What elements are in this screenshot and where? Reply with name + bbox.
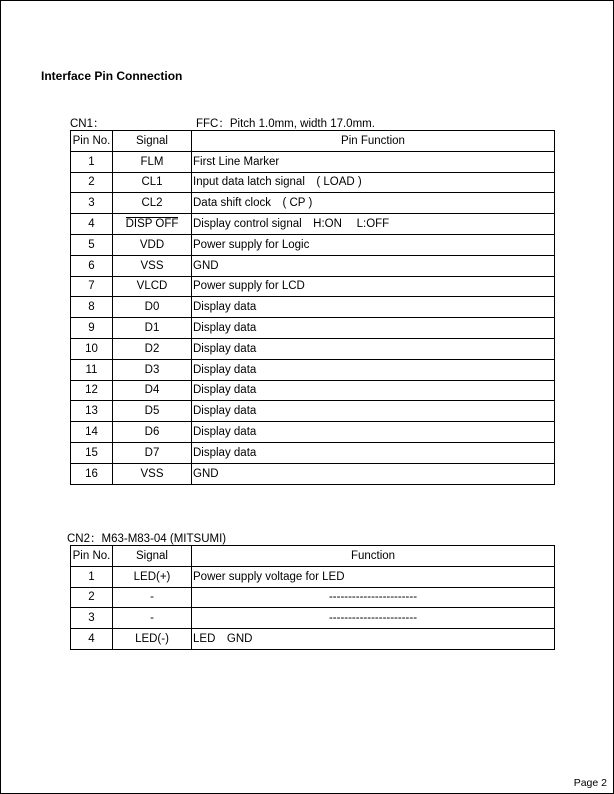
cn2-label: CN2：M63-M83-04 (MITSUMI) [67,533,227,545]
signal-cell: VSS [113,255,192,276]
function-cell: Display data [192,297,555,318]
table-row [71,234,555,255]
function-cell: Power supply voltage for LED [192,566,555,587]
function-cell: Display data [192,422,555,443]
signal-cell: - [113,587,192,608]
table-row [71,422,555,443]
function-cell: Display data [192,338,555,359]
table-row [71,608,555,629]
column-header: Pin No. [71,546,113,567]
signal-cell: VSS [113,463,192,484]
table-header-row [71,546,555,567]
pin-number-cell: 12 [71,380,113,401]
table-row [71,442,555,463]
function-cell: Power supply for Logic [192,234,555,255]
table-header-row [71,131,555,152]
table-row [71,463,555,484]
cn2-pin-table [70,545,555,650]
table-row [71,359,555,380]
pin-number-cell: 3 [71,608,113,629]
cn1-spec: FFC：Pitch 1.0mm, width 17.0mm. [196,118,375,130]
table-row [71,255,555,276]
signal-cell: D5 [113,401,192,422]
pin-number-cell: 2 [71,172,113,193]
table-row [71,172,555,193]
table-row [71,629,555,650]
table-row [71,151,555,172]
signal-cell: - [113,608,192,629]
column-header: Signal [113,546,192,567]
table-row [71,297,555,318]
function-cell: Display data [192,359,555,380]
function-cell: Display data [192,380,555,401]
table-row [71,566,555,587]
table-row [71,380,555,401]
signal-cell: VDD [113,234,192,255]
table-row [71,214,555,235]
function-cell: Data shift clock ( CP ) [192,193,555,214]
function-cell: Display control signal H:ON L:OFF [192,214,555,235]
signal-cell: D1 [113,318,192,339]
table-row [71,276,555,297]
signal-cell: VLCD [113,276,192,297]
signal-cell: D4 [113,380,192,401]
function-cell: GND [192,255,555,276]
pin-number-cell: 11 [71,359,113,380]
pin-number-cell: 13 [71,401,113,422]
column-header: Function [192,546,555,567]
signal-overline-text: DISP OFF [125,218,179,231]
pin-number-cell: 14 [71,422,113,443]
page-number: Page 2 [573,777,607,789]
function-cell: Power supply for LCD [192,276,555,297]
pin-number-cell: 16 [71,463,113,484]
pin-number-cell: 8 [71,297,113,318]
pin-number-cell: 7 [71,276,113,297]
column-header: Pin Function [192,131,555,152]
function-cell: First Line Marker [192,151,555,172]
signal-cell: D2 [113,338,192,359]
signal-cell: CL1 [113,172,192,193]
pin-number-cell: 6 [71,255,113,276]
function-cell: Display data [192,401,555,422]
signal-cell: FLM [113,151,192,172]
pin-number-cell: 4 [71,629,113,650]
function-cell: LED GND [192,629,555,650]
table-row [71,401,555,422]
column-header: Signal [113,131,192,152]
table-row [71,193,555,214]
signal-cell: D3 [113,359,192,380]
function-cell: Display data [192,318,555,339]
table-row [71,587,555,608]
page-heading: Interface Pin Connection [41,69,183,83]
signal-cell: D0 [113,297,192,318]
cn1-pin-table [70,130,555,485]
pin-number-cell: 3 [71,193,113,214]
pin-number-cell: 1 [71,151,113,172]
pin-number-cell: 4 [71,214,113,235]
function-cell: Display data [192,442,555,463]
signal-cell: CL2 [113,193,192,214]
function-cell: GND [192,463,555,484]
pin-number-cell: 5 [71,234,113,255]
pin-number-cell: 9 [71,318,113,339]
function-cell: ----------------------- [192,587,555,608]
signal-cell: D6 [113,422,192,443]
signal-cell: LED(-) [113,629,192,650]
table-row [71,338,555,359]
function-cell: ----------------------- [192,608,555,629]
column-header: Pin No. [71,131,113,152]
pin-number-cell: 2 [71,587,113,608]
function-cell: Input data latch signal ( LOAD ) [192,172,555,193]
table-row [71,318,555,339]
cn1-label: CN1： [70,118,105,130]
signal-cell: LED(+) [113,566,192,587]
signal-cell: D7 [113,442,192,463]
signal-cell [113,214,192,235]
pin-number-cell: 15 [71,442,113,463]
pin-number-cell: 1 [71,566,113,587]
pin-number-cell: 10 [71,338,113,359]
